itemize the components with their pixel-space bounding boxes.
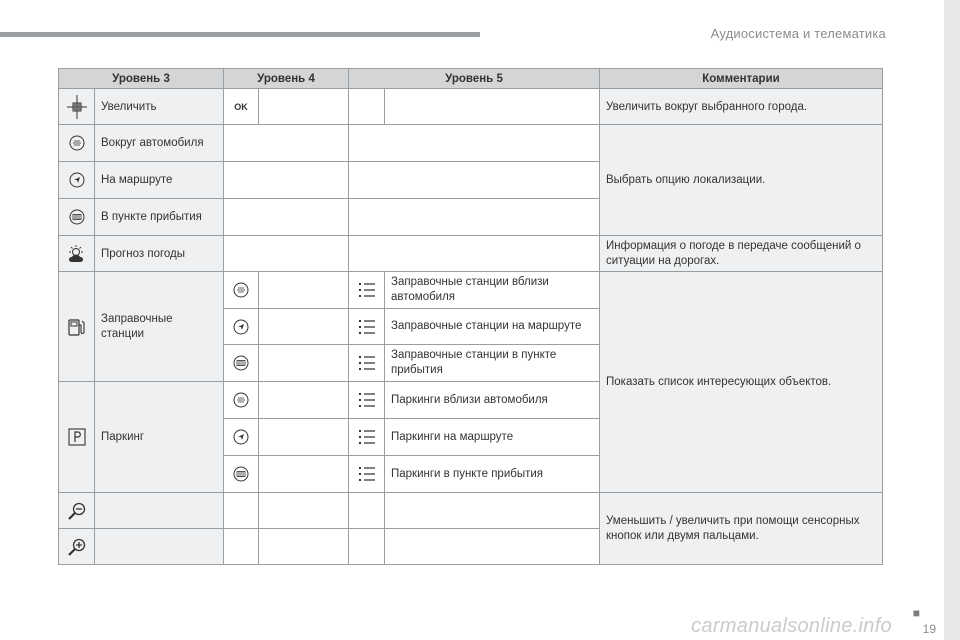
parking-icon <box>59 382 95 493</box>
on-route-label: На маршруте <box>95 162 224 199</box>
around-vehicle-icon <box>224 382 259 419</box>
zoom-label: Увеличить <box>95 89 224 125</box>
zoom-touch-comment: Уменьшить / увеличить при помощи сенсорных кнопок или двумя пальцами. <box>600 493 883 565</box>
header-rule <box>0 32 480 37</box>
header-level3: Уровень 3 <box>59 69 224 89</box>
destination-icon <box>224 456 259 493</box>
header-comments: Комментарии <box>600 69 883 89</box>
list-icon <box>349 382 385 419</box>
watermark: carmanualsonline.info <box>691 615 892 637</box>
page-edge-tab <box>944 0 960 640</box>
parking-label: Паркинг <box>95 382 224 493</box>
parking-on-route: Паркинги на маршруте <box>385 419 600 456</box>
weather-icon <box>59 236 95 272</box>
route-icon <box>224 309 259 345</box>
crosshair-icon <box>59 89 95 125</box>
header-level5: Уровень 5 <box>349 69 600 89</box>
localization-comment: Выбрать опцию локализации. <box>600 125 883 236</box>
list-icon <box>349 419 385 456</box>
parking-at-destination: Паркинги в пункте прибытия <box>385 456 600 493</box>
around-vehicle-icon <box>59 125 95 162</box>
route-icon <box>59 162 95 199</box>
list-icon <box>349 309 385 345</box>
fuel-label: Заправочные станции <box>95 272 224 382</box>
list-icon <box>349 345 385 382</box>
route-icon <box>224 419 259 456</box>
zoom-comment: Увеличить вокруг выбранного города. <box>600 89 883 125</box>
weather-label: Прогноз погоды <box>95 236 224 272</box>
destination-icon <box>59 199 95 236</box>
fuel-at-destination: Заправочные станции в пункте прибытия <box>385 345 600 382</box>
page-marker: ■ <box>912 606 920 620</box>
menu-table <box>58 68 883 565</box>
ok-label: OK <box>234 101 248 112</box>
fuel-pump-icon <box>59 272 95 382</box>
destination-icon <box>224 345 259 382</box>
list-icon <box>349 272 385 309</box>
fuel-on-route: Заправочные станции на маршруте <box>385 309 600 345</box>
ok-icon <box>224 89 259 125</box>
around-vehicle-label: Вокруг автомобиля <box>95 125 224 162</box>
zoom-in-icon <box>59 529 95 565</box>
poi-comment: Показать список интересующих объектов. <box>600 272 883 493</box>
section-title: Аудиосистема и телематика <box>710 26 886 41</box>
zoom-out-icon <box>59 493 95 529</box>
header-level4: Уровень 4 <box>224 69 349 89</box>
around-vehicle-icon <box>224 272 259 309</box>
fuel-near-vehicle: Заправочные станции вблизи автомобиля <box>385 272 600 309</box>
parking-near-vehicle: Паркинги вблизи автомобиля <box>385 382 600 419</box>
list-icon <box>349 456 385 493</box>
page-number: 19 <box>922 622 936 636</box>
weather-comment: Информация о погоде в передаче сообщений о ситуации на дорогах. <box>600 236 883 272</box>
at-destination-label: В пункте прибытия <box>95 199 224 236</box>
